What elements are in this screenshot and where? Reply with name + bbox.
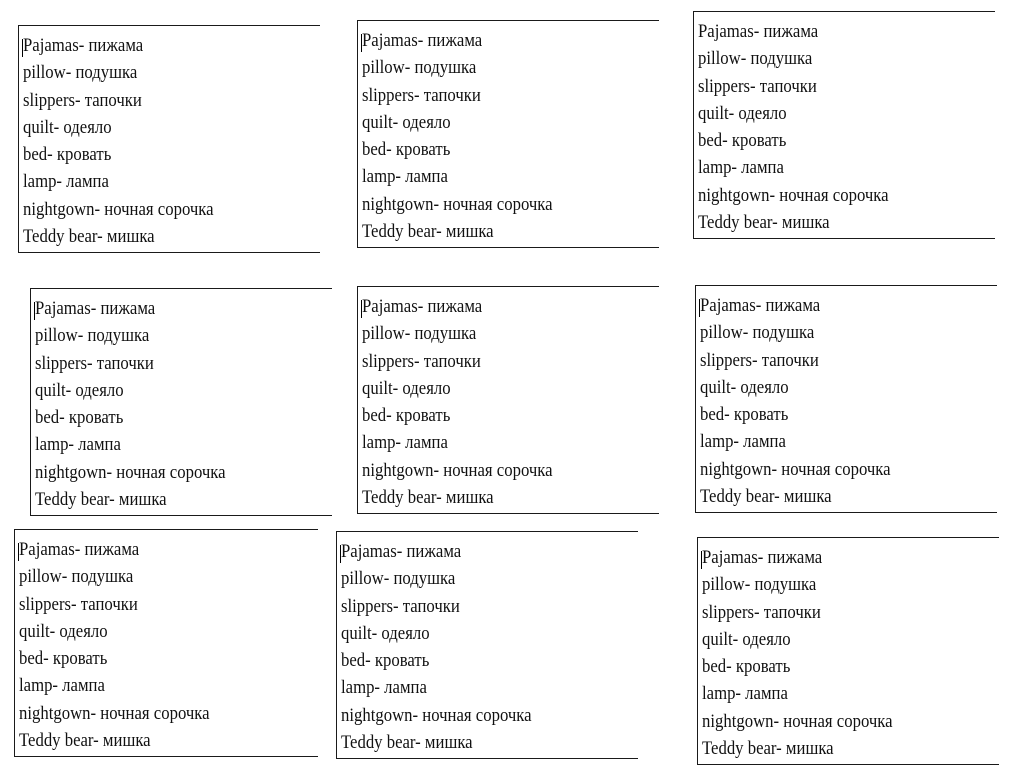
vocab-entry: nightgown- ночная сорочка <box>362 459 553 481</box>
vocab-entry: lamp- лампа <box>702 683 788 705</box>
vocab-entry: Pajamas- пижама <box>19 539 140 560</box>
vocab-entry: Pajamas- пижама <box>698 21 819 42</box>
vocab-entry: pillow- подушка <box>702 574 817 596</box>
vocab-list <box>341 538 638 756</box>
vocab-entry: pillow- подушка <box>35 325 150 347</box>
vocab-list <box>702 544 999 762</box>
vocab-entry: Pajamas- пижама <box>23 35 144 56</box>
vocab-entry: lamp- лампа <box>341 677 427 699</box>
vocab-list <box>700 292 997 510</box>
vocab-entry: nightgown- ночная сорочка <box>35 461 226 483</box>
vocab-entry: Pajamas- пижама <box>362 296 483 317</box>
vocab-entry: pillow- подушка <box>341 568 456 590</box>
vocab-entry: lamp- лампа <box>700 431 786 453</box>
vocab-entry: bed- кровать <box>362 405 451 427</box>
vocab-entry: pillow- подушка <box>19 566 134 588</box>
vocab-entry: slippers- тапочки <box>19 593 138 615</box>
vocab-entry: lamp- лампа <box>362 432 448 454</box>
vocab-entry: quilt- одеяло <box>362 377 451 399</box>
vocab-entry: Teddy bear- мишка <box>702 738 834 760</box>
vocab-entry: quilt- одеяло <box>19 620 108 642</box>
vocab-entry: Pajamas- пижама <box>35 298 156 319</box>
vocab-card-6 <box>695 285 997 513</box>
vocab-entry: lamp- лампа <box>35 434 121 456</box>
vocab-entry: bed- кровать <box>702 656 791 678</box>
vocab-entry: Teddy bear- мишка <box>35 489 167 511</box>
vocab-list <box>362 27 659 245</box>
vocab-entry: Pajamas- пижама <box>341 541 462 562</box>
vocab-card-1 <box>18 25 320 253</box>
vocab-entry: slippers- тапочки <box>702 601 821 623</box>
vocab-entry: lamp- лампа <box>362 166 448 188</box>
vocab-entry: quilt- одеяло <box>341 622 430 644</box>
vocab-entry: Teddy bear- мишка <box>700 486 832 508</box>
vocab-entry: slippers- тапочки <box>362 84 481 106</box>
vocab-entry: slippers- тапочки <box>23 89 142 111</box>
vocab-entry: nightgown- ночная сорочка <box>700 458 891 480</box>
vocab-entry: pillow- подушка <box>23 62 138 84</box>
vocab-entry: pillow- подушка <box>362 323 477 345</box>
vocab-entry: lamp- лампа <box>19 675 105 697</box>
vocab-list <box>23 32 320 250</box>
vocab-entry: Teddy bear- мишка <box>23 226 155 248</box>
vocab-entry: Teddy bear- мишка <box>698 212 830 234</box>
vocab-entry: Teddy bear- мишка <box>362 487 494 509</box>
vocab-entry: slippers- тапочки <box>362 350 481 372</box>
vocab-entry: Pajamas- пижама <box>702 547 823 568</box>
vocab-entry: slippers- тапочки <box>341 595 460 617</box>
vocab-entry: nightgown- ночная сорочка <box>702 710 893 732</box>
vocab-entry: quilt- одеяло <box>698 102 787 124</box>
vocab-list <box>698 18 995 236</box>
vocab-entry: bed- кровать <box>362 139 451 161</box>
vocab-entry: nightgown- ночная сорочка <box>698 184 889 206</box>
vocab-card-9 <box>697 537 999 765</box>
vocab-entry: Teddy bear- мишка <box>341 732 473 754</box>
vocab-entry: slippers- тапочки <box>35 352 154 374</box>
vocab-entry: quilt- одеяло <box>362 111 451 133</box>
vocab-entry: bed- кровать <box>19 648 108 670</box>
vocab-entry: bed- кровать <box>700 404 789 426</box>
vocab-entry: bed- кровать <box>341 650 430 672</box>
vocab-entry: bed- кровать <box>698 130 787 152</box>
vocab-list <box>362 293 659 511</box>
vocab-entry: pillow- подушка <box>362 57 477 79</box>
vocab-card-5 <box>357 286 659 514</box>
vocab-entry: pillow- подушка <box>700 322 815 344</box>
vocab-entry: nightgown- ночная сорочка <box>341 704 532 726</box>
vocab-entry: Pajamas- пижама <box>362 30 483 51</box>
vocab-list <box>19 536 318 754</box>
vocab-entry: quilt- одеяло <box>23 116 112 138</box>
vocab-card-2 <box>357 20 659 248</box>
vocab-entry: Teddy bear- мишка <box>19 730 151 752</box>
vocab-entry: Teddy bear- мишка <box>362 221 494 243</box>
vocab-entry: bed- кровать <box>23 144 112 166</box>
vocab-entry: nightgown- ночная сорочка <box>19 702 210 724</box>
vocab-entry: quilt- одеяло <box>702 628 791 650</box>
vocab-entry: nightgown- ночная сорочка <box>23 198 214 220</box>
vocab-entry: quilt- одеяло <box>700 376 789 398</box>
vocab-entry: slippers- тапочки <box>698 75 817 97</box>
vocab-entry: bed- кровать <box>35 407 124 429</box>
vocab-card-4 <box>30 288 332 516</box>
vocab-entry: quilt- одеяло <box>35 379 124 401</box>
vocab-entry: lamp- лампа <box>23 171 109 193</box>
vocab-card-8 <box>336 531 638 759</box>
vocab-entry: Pajamas- пижама <box>700 295 821 316</box>
vocab-entry: slippers- тапочки <box>700 349 819 371</box>
vocab-list <box>35 295 332 513</box>
vocab-card-7 <box>14 529 318 757</box>
vocab-entry: lamp- лампа <box>698 157 784 179</box>
vocab-card-3 <box>693 11 995 239</box>
vocab-entry: nightgown- ночная сорочка <box>362 193 553 215</box>
vocab-entry: pillow- подушка <box>698 48 813 70</box>
